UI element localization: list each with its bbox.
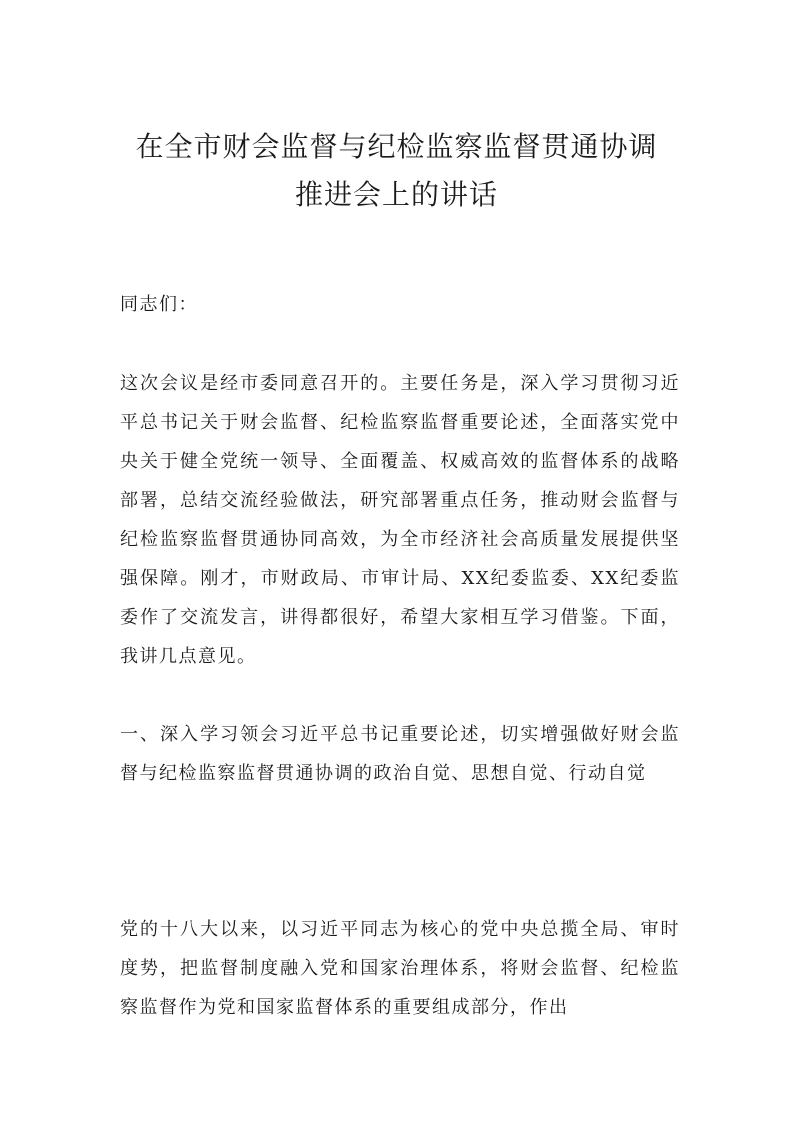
section-heading-1: 一、深入学习领会习近平总书记重要论述，切实增强做好财会监督与纪检监察监督贯通协调的政治自觉、思想自觉、行动自觉 [120, 724, 680, 784]
document-title-line-1: 在全市财会监督与纪检监察监督贯通协调 [135, 130, 658, 163]
document-title-line-2: 推进会上的讲话 [294, 178, 498, 211]
paragraph-section-1: 党的十八大以来，以习近平同志为核心的党中央总揽全局、审时度势，把监督制度融入党和国家治理体系，将财会监督、纪检监察监督作为党和国家监督体系的重要组成部分，作出 [120, 919, 680, 1018]
paragraph-opening: 这次会议是经市委同意召开的。主要任务是，深入学习贯彻习近平总书记关于财会监督、纪检监察监督重要论述，全面落实党中央关于健全党统一领导、全面覆盖、权威高效的监督体系的战略部署，总结交流经验做法，研究部署重点任务，推动财会监督与纪检监察监督贯通协同高效，为全市经济社会高质量发展提供坚强保障。刚才，市财政局、市审计局、XX纪委监委、XX纪委监委作了交流发言，讲得都很好，希望大家相互学习借鉴。下面，我讲几点意见。 [120, 373, 680, 667]
salutation: 同志们： [120, 294, 198, 315]
